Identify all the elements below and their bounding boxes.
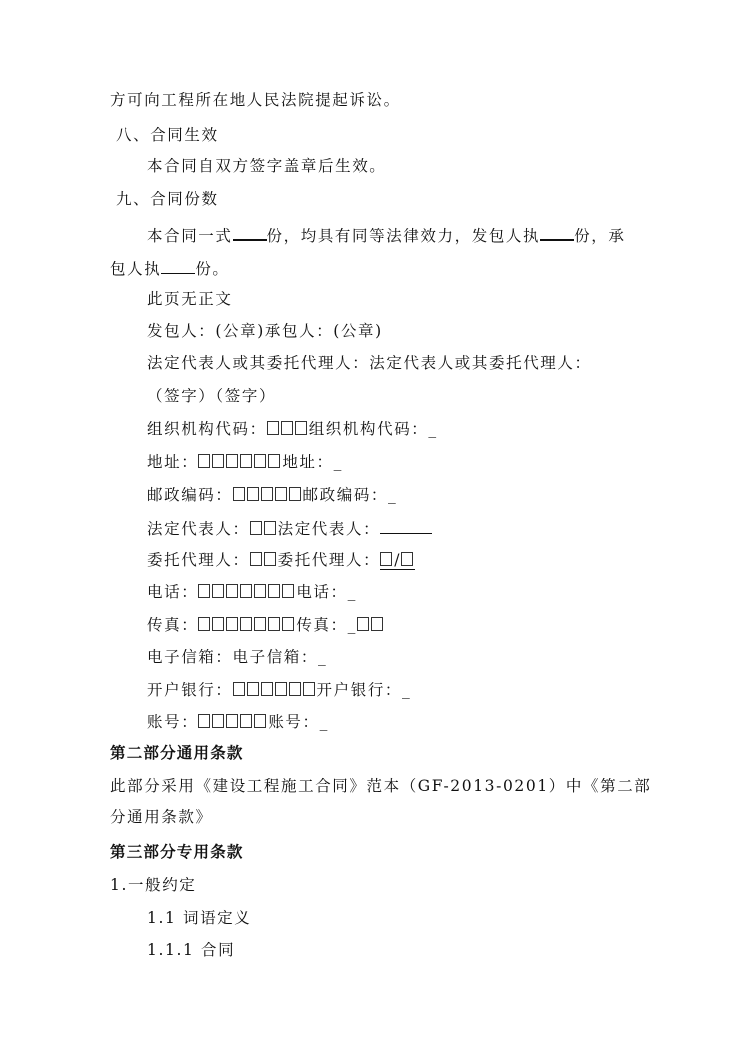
copies-end: 份。 — [195, 260, 230, 278]
part-two-heading: 第二部分通用条款 — [110, 744, 244, 762]
fax-line — [147, 614, 385, 636]
part-two-text: 此部分采用《建设工程施工合同》范本（GF-2013-0201）中《第二部 — [110, 777, 652, 795]
org-code-line — [147, 418, 438, 440]
account-line — [147, 711, 329, 733]
copies-contractor-blank — [161, 256, 195, 274]
no-text-note: 此页无正文 — [147, 290, 233, 308]
placeholder-boxes — [250, 551, 278, 569]
copies-total-blank — [233, 222, 267, 241]
clause-eight-heading: 八、合同生效 — [116, 126, 219, 144]
org-code-label: 组织机构代码： — [147, 420, 267, 438]
agent-slash: / — [394, 551, 402, 569]
legal-rep-blank — [380, 516, 432, 534]
legal-rep-label-2: 法定代表人： — [277, 520, 381, 538]
section-1-1-heading: 1.1 词语定义 — [147, 909, 252, 927]
legal-rep-label: 法定代表人： — [147, 520, 250, 538]
party-seal-line: 发包人：(公章)承包人：(公章) — [147, 322, 383, 340]
bank-label-2: 开户银行：_ — [316, 681, 412, 699]
part-two-text-cont: 分通用条款》 — [110, 808, 213, 826]
copies-employer-blank — [540, 222, 574, 241]
placeholder-boxes — [198, 453, 282, 471]
placeholder-boxes — [198, 713, 268, 731]
copies-contractor-lead: 份，承 — [574, 227, 626, 245]
address-label-2: 地址：_ — [282, 453, 343, 471]
phone-label: 电话： — [147, 583, 199, 601]
email-line: 电子信箱：电子信箱：_ — [147, 648, 328, 666]
agent-label-2: 委托代理人： — [277, 551, 381, 569]
signature-line: （签字）（签字） — [147, 387, 277, 405]
fax-label-2: 传真：_ — [296, 616, 357, 634]
section-1-heading: 1.一般约定 — [110, 876, 197, 894]
section-1-1-1-heading: 1.1.1 合同 — [147, 941, 236, 959]
address-line — [147, 451, 343, 473]
clause-nine-text — [147, 222, 625, 247]
placeholder-boxes — [357, 616, 385, 634]
bank-line — [147, 679, 411, 701]
bank-label: 开户银行： — [147, 681, 233, 699]
placeholder-boxes — [198, 583, 296, 601]
postcode-line — [147, 484, 397, 506]
copies-total-label: 本合同一式 — [147, 227, 233, 245]
copies-employer-label: 份，均具有同等法律效力，发包人执 — [266, 227, 541, 245]
agent-label: 委托代理人： — [147, 551, 250, 569]
account-label-2: 账号：_ — [268, 713, 329, 731]
clause-eight-text: 本合同自双方签字盖章后生效。 — [147, 157, 387, 175]
org-code-label-2: 组织机构代码：_ — [308, 420, 438, 438]
part-three-heading: 第三部分专用条款 — [110, 843, 244, 861]
placeholder-boxes — [267, 420, 309, 438]
placeholder-boxes — [250, 520, 278, 538]
address-label: 地址： — [147, 453, 199, 471]
postcode-label: 邮政编码： — [147, 486, 233, 504]
placeholder-boxes — [233, 486, 303, 504]
copies-contractor-label: 包人执 — [110, 260, 162, 278]
phone-label-2: 电话：_ — [296, 583, 357, 601]
representative-line: 法定代表人或其委托代理人：法定代表人或其委托代理人： — [147, 354, 592, 372]
agent-blank — [380, 551, 415, 570]
account-label: 账号： — [147, 713, 199, 731]
clause-nine-heading: 九、合同份数 — [116, 190, 219, 208]
placeholder-boxes — [198, 616, 296, 634]
phone-line — [147, 581, 357, 603]
clause-seven-continuation: 方可向工程所在地人民法院提起诉讼。 — [110, 91, 401, 109]
fax-label: 传真： — [147, 616, 199, 634]
agent-line — [147, 549, 415, 571]
legal-rep-line — [147, 516, 432, 540]
postcode-label-2: 邮政编码：_ — [302, 486, 398, 504]
clause-nine-text-cont — [110, 256, 230, 280]
placeholder-boxes — [233, 681, 317, 699]
